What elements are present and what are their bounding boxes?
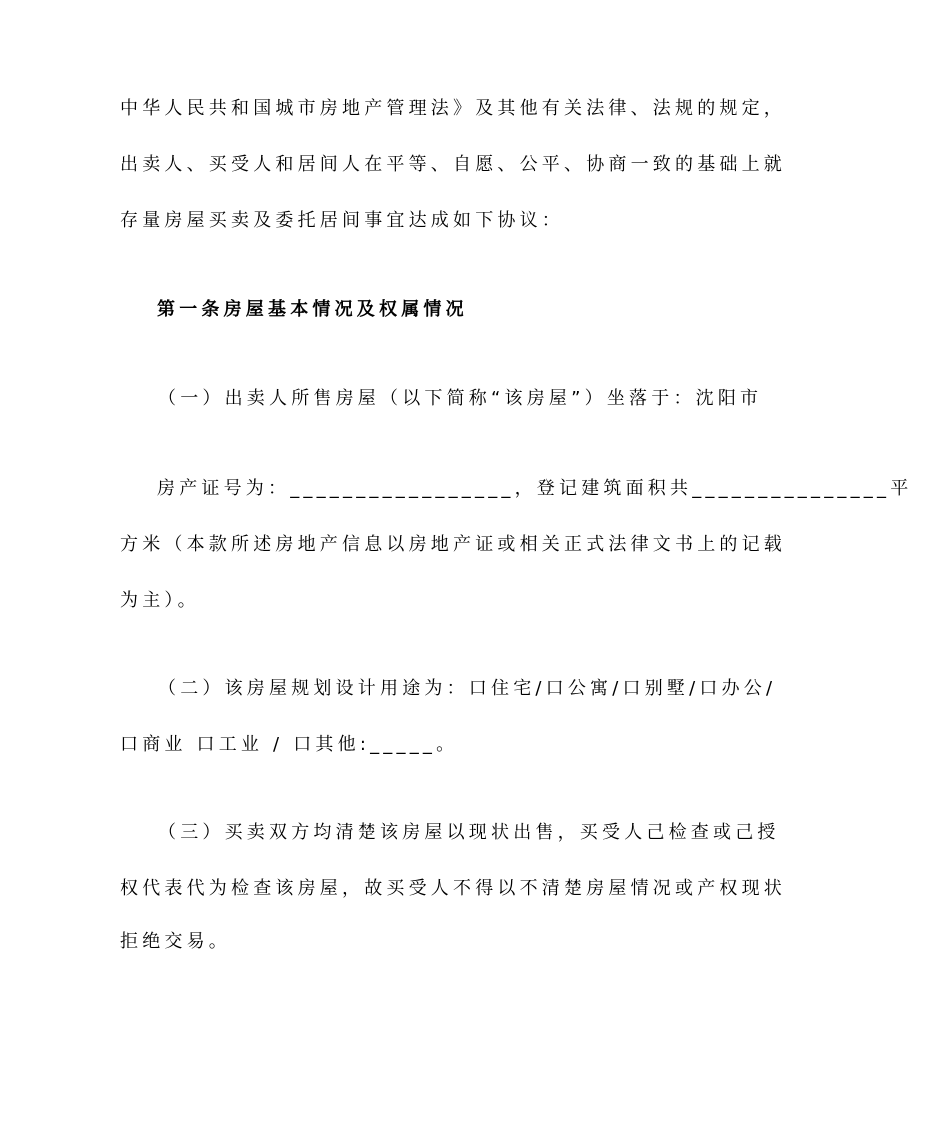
clause1-line-2: 房产证号为：_________________，登记建筑面积共_______________平 [157, 478, 913, 499]
clause3-line-1: （三）买卖双方均清楚该房屋以现状出售，买受人己检查或己授 [158, 822, 780, 843]
article-title: 第一条房屋基本情况及权属情况 [157, 299, 468, 320]
intro-line-1: 中华人民共和国城市房地产管理法》及其他有关法律、法规的规定， [120, 98, 786, 119]
clause1-line-4: 为主）。 [120, 590, 200, 611]
clause1-line-3: 方米（本款所述房地产信息以房地产证或相关正式法律文书上的记载 [120, 534, 786, 555]
clause2-line-1: （二）该房屋规划设计用途为：口住宅/口公寓/口别墅/口办公/ [158, 678, 777, 699]
clause3-line-2: 权代表代为检查该房屋，故买受人不得以不清楚房屋情况或产权现状 [120, 878, 786, 899]
intro-line-2: 出卖人、买受人和居间人在平等、自愿、公平、协商一致的基础上就 [120, 154, 786, 175]
clause1-line-1: （一）出卖人所售房屋（以下简称“该房屋”）坐落于：沈阳市 [158, 388, 763, 409]
clause3-line-3: 拒绝交易。 [120, 931, 231, 952]
intro-line-3: 存量房屋买卖及委托居间事宜达成如下协议： [120, 210, 564, 231]
clause2-line-2: 口商业 口工业 / 口其他:_____。 [120, 734, 459, 755]
